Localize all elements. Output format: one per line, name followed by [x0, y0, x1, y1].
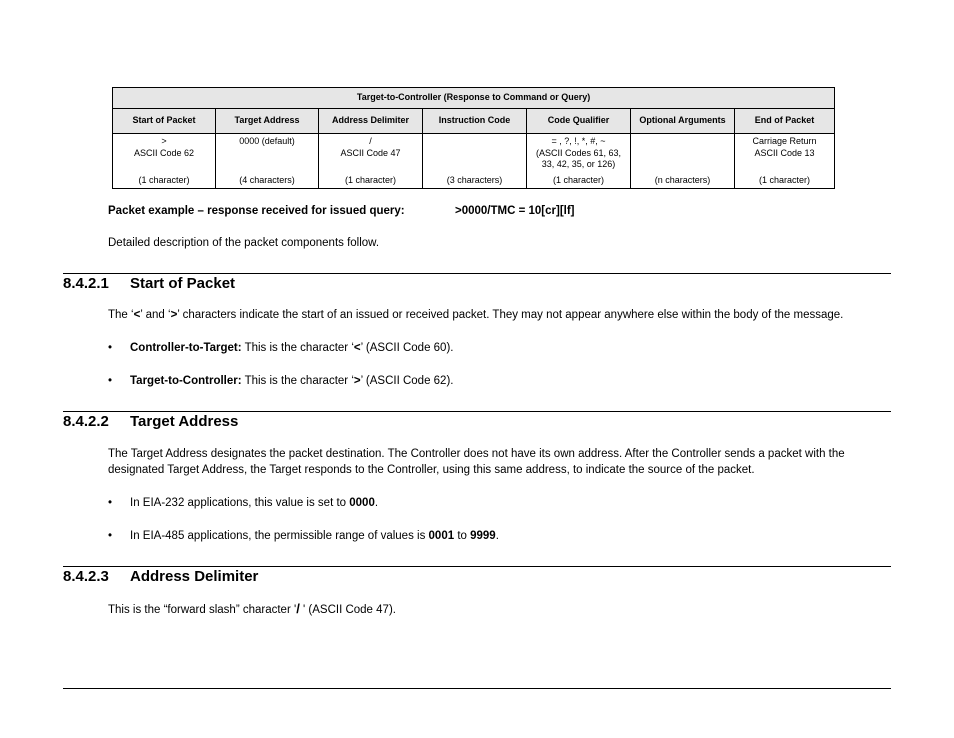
cell-text: = , ?, !, *, #, ~ — [551, 136, 606, 146]
section-title: Target Address — [130, 413, 239, 430]
value: 9999 — [470, 530, 496, 542]
footer-rule — [63, 688, 891, 689]
text: ’ (ASCII Code 62). — [360, 375, 454, 387]
text: This is the character ‘ — [241, 375, 354, 387]
list-item — [108, 340, 888, 356]
cell-size: (3 characters) — [446, 174, 503, 185]
section-rule — [63, 566, 891, 567]
col-header-code-qualifier: Code Qualifier — [527, 109, 631, 134]
table-caption: Target-to-Controller (Response to Command or Query) — [113, 88, 835, 109]
cell-size: (1 character) — [759, 174, 811, 185]
text: to — [454, 530, 471, 542]
cell-text: / — [369, 136, 372, 146]
bullet-icon: • — [108, 342, 113, 354]
col-header-target-address: Target Address — [216, 109, 319, 134]
cell-text: 33, 42, 35, or 126) — [541, 159, 616, 169]
cell-text: > — [161, 136, 167, 146]
section-title: Address Delimiter — [130, 568, 259, 585]
cell-text: (ASCII Codes 61, 63, — [535, 147, 622, 158]
cell-text: 0000 (default) — [239, 136, 295, 146]
text: This is the character ‘ — [241, 342, 354, 354]
value: 0000 — [349, 497, 375, 509]
char-gt: > — [353, 375, 361, 387]
list-item — [108, 528, 888, 544]
char-gt: > — [170, 309, 178, 321]
bullet-icon: • — [108, 497, 113, 509]
value: 0001 — [428, 530, 455, 542]
start-of-packet-paragraph — [108, 307, 898, 323]
text: . — [374, 497, 379, 509]
text: ' (ASCII Code 47). — [299, 604, 396, 616]
col-header-address-delimiter: Address Delimiter — [319, 109, 423, 134]
packet-example-value: >0000/TMC = 10[cr][lf] — [455, 205, 575, 217]
bullet-label: Target-to-Controller: — [130, 375, 242, 387]
bullet-icon: • — [108, 530, 113, 542]
col-header-optional-arguments: Optional Arguments — [631, 109, 735, 134]
col-header-start: Start of Packet — [113, 109, 216, 134]
section-title: Start of Packet — [130, 275, 236, 292]
text: In EIA-232 applications, this value is set to — [130, 497, 350, 509]
section-number: 8.4.2.2 — [63, 413, 109, 430]
cell-text: ASCII Code 13 — [754, 147, 815, 158]
cell-instruction-code — [423, 134, 527, 189]
char-lt: < — [133, 309, 141, 321]
list-item — [108, 495, 888, 511]
text: ’ characters indicate the start of an issued or received packet. They may not appear anywhere else within the body of the message. — [177, 309, 844, 321]
list-item — [108, 373, 888, 389]
text: This is the “forward slash” character ' — [108, 604, 297, 616]
table-row — [113, 134, 835, 189]
text: The ‘ — [108, 309, 134, 321]
cell-text: Carriage Return — [752, 136, 817, 146]
cell-target-address — [216, 134, 319, 189]
char-lt: < — [353, 342, 361, 354]
cell-end — [735, 134, 835, 189]
cell-address-delimiter — [319, 134, 423, 189]
intro-text: Detailed description of the packet components follow. — [108, 237, 380, 249]
cell-size: (1 character) — [344, 174, 397, 185]
char-slash: / — [296, 601, 300, 616]
packet-example-label: Packet example – response received for issued query: — [108, 205, 405, 217]
col-header-instruction-code: Instruction Code — [423, 109, 527, 134]
col-header-end: End of Packet — [735, 109, 835, 134]
section-number: 8.4.2.3 — [63, 568, 109, 585]
bullet-icon: • — [108, 375, 113, 387]
target-address-paragraph: The Target Address designates the packet destination. The Controller does not have its own address. After the Controller sends a packet with the designated Target Address, the Target responds to the Controller, using this same address, to indicate the source of the packet. — [108, 448, 845, 476]
cell-optional-arguments — [631, 134, 735, 189]
section-number: 8.4.2.1 — [63, 275, 109, 292]
cell-code-qualifier — [527, 134, 631, 189]
section-heading-target-address — [63, 413, 238, 430]
packet-format-table — [112, 87, 835, 189]
cell-size: (4 characters) — [239, 174, 295, 185]
section-heading-start-of-packet — [63, 275, 235, 292]
section-rule — [63, 411, 891, 412]
section-heading-address-delimiter — [63, 568, 258, 585]
cell-size: (n characters) — [654, 174, 711, 185]
bullet-label: Controller-to-Target: — [130, 342, 242, 354]
cell-start — [113, 134, 216, 189]
section-rule — [63, 273, 891, 274]
text: . — [495, 530, 499, 542]
cell-text: ASCII Code 62 — [133, 147, 195, 158]
cell-size: (1 character) — [138, 174, 190, 185]
text: In EIA-485 applications, the permissible range of values is — [130, 530, 429, 542]
address-delimiter-paragraph — [108, 601, 898, 618]
cell-text: ASCII Code 47 — [340, 147, 401, 158]
text: ’ and ‘ — [140, 309, 171, 321]
cell-size: (1 character) — [552, 174, 605, 185]
text: ’ (ASCII Code 60). — [360, 342, 454, 354]
